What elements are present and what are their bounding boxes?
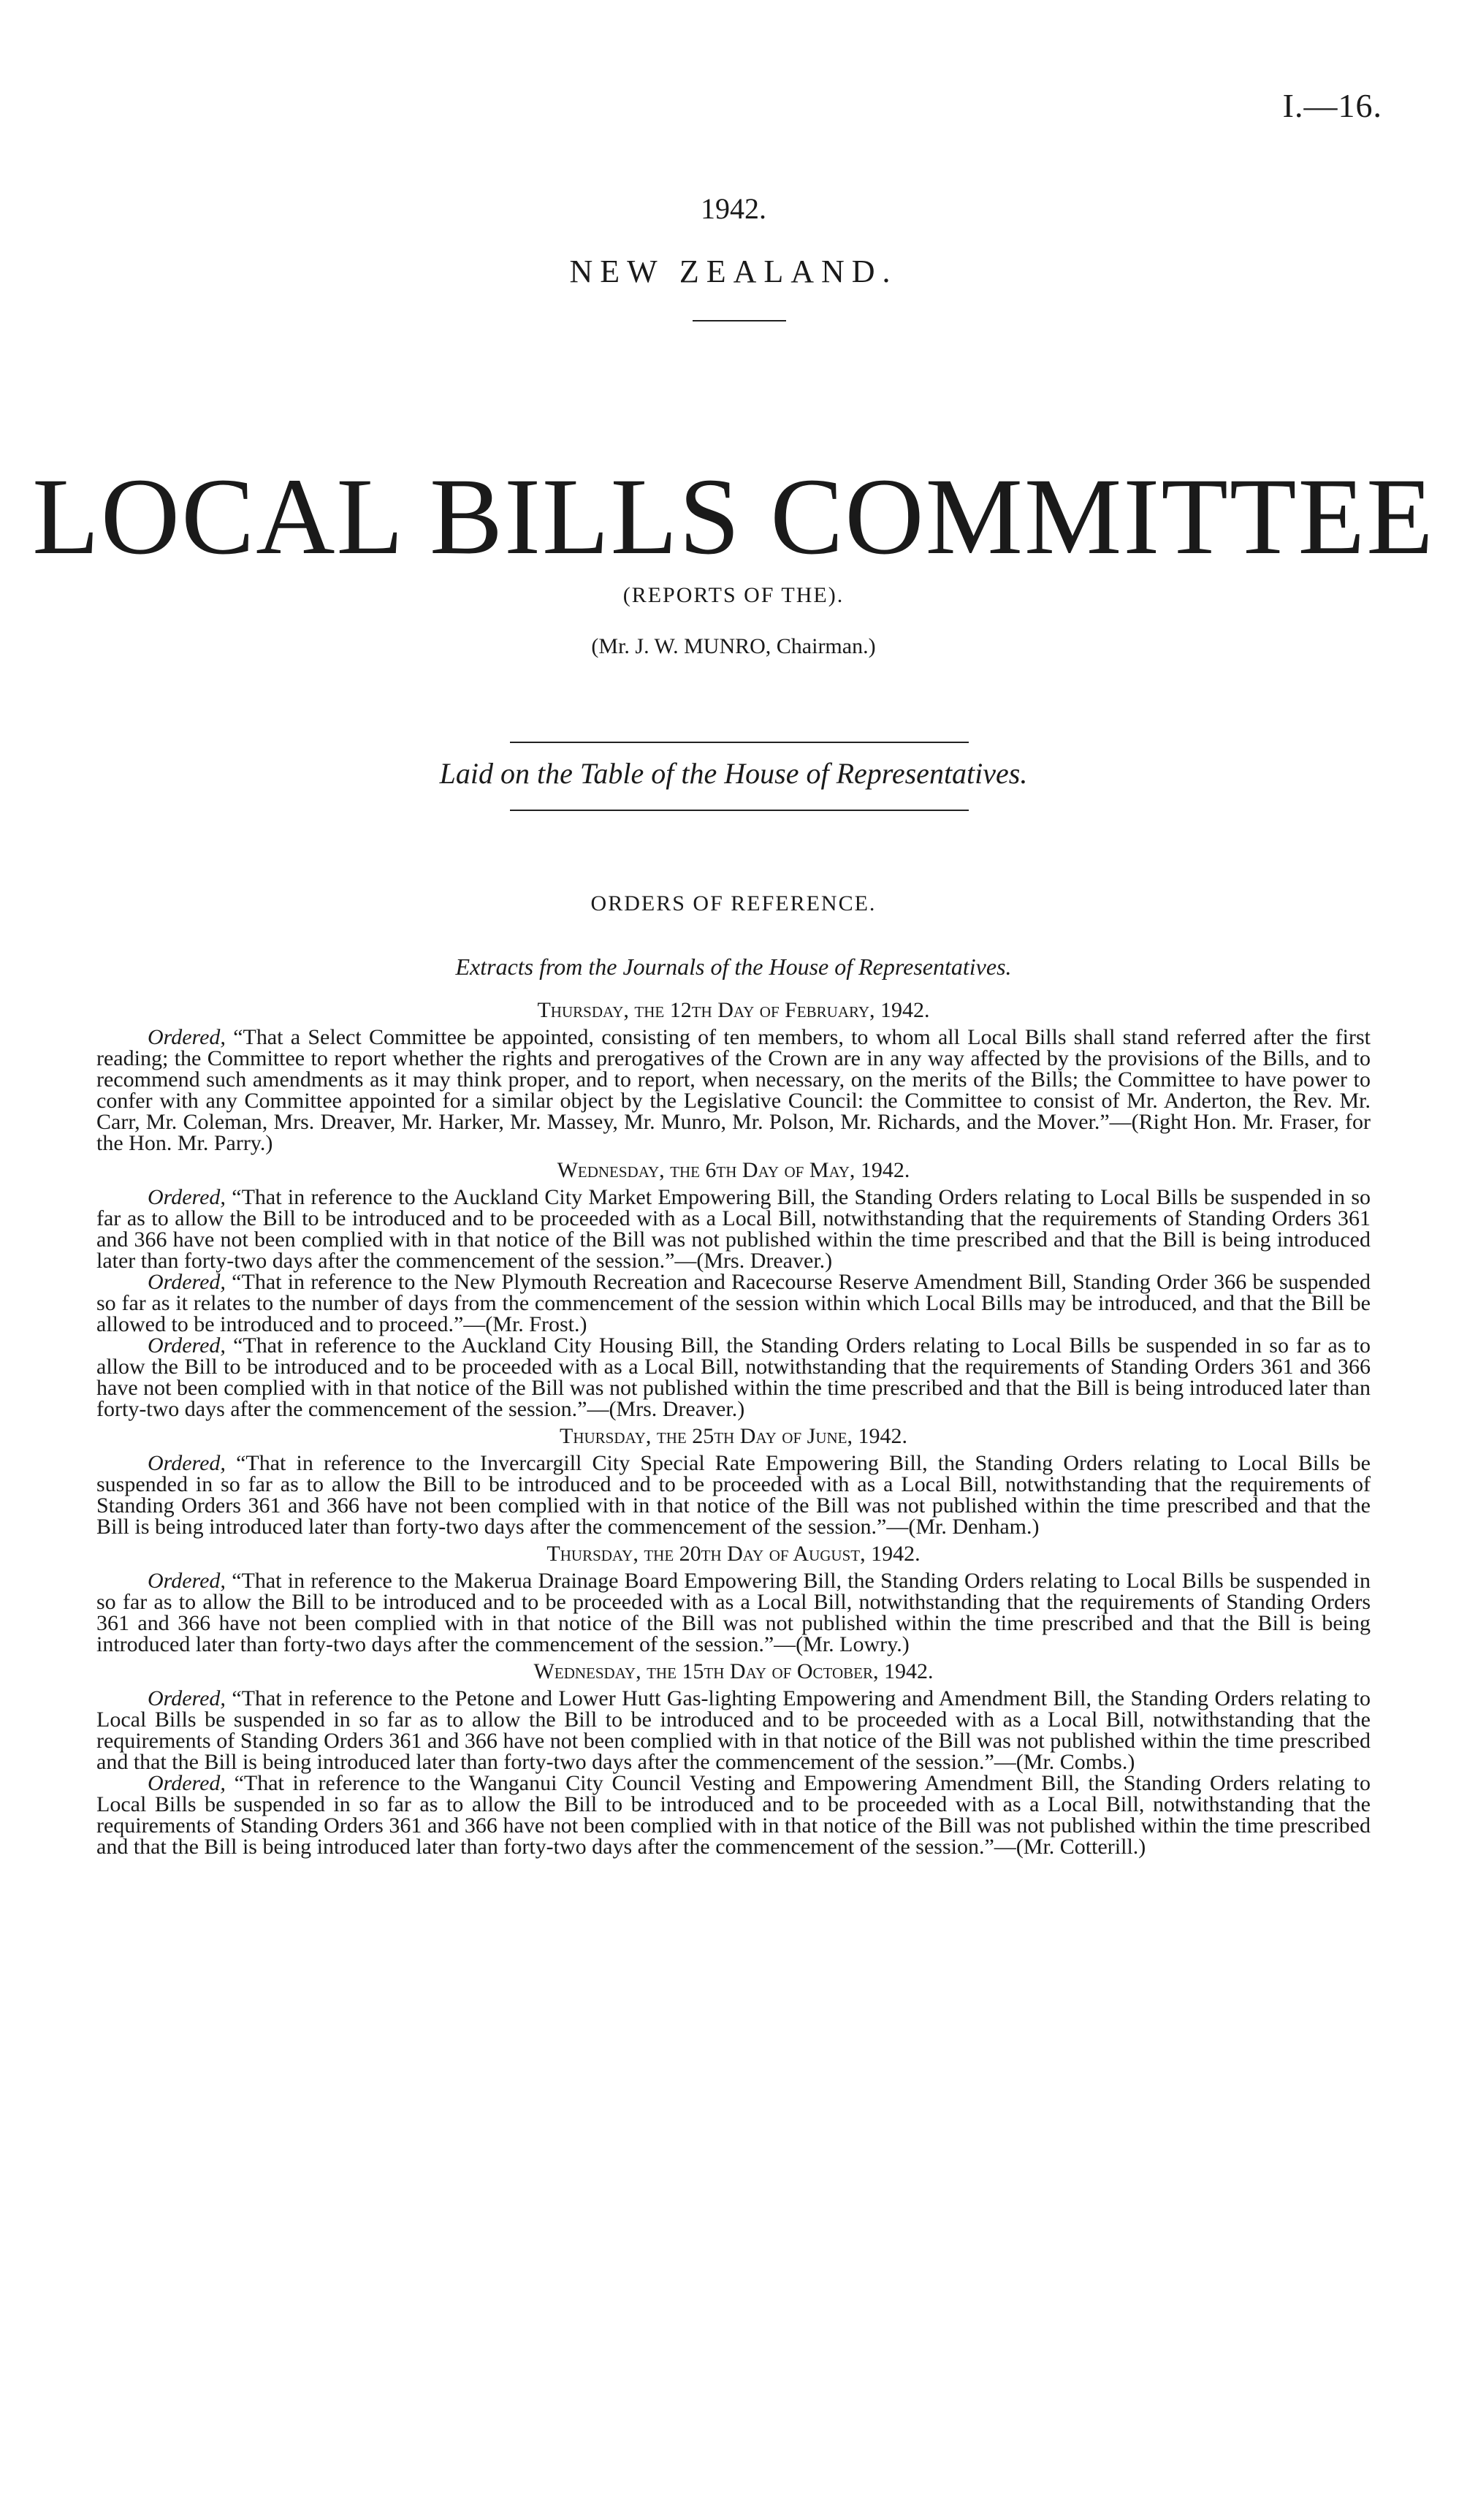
order-paragraph — [96, 1271, 1371, 1335]
order-lead: Ordered, — [148, 1270, 226, 1294]
page-title: LOCAL BILLS COMMITTEE — [32, 456, 1435, 577]
laid-on-table-line: Laid on the Table of the House of Representatives. — [439, 757, 1028, 790]
order-lead: Ordered, — [148, 1771, 226, 1795]
order-text: “That in reference to the Auckland City Market Empowering Bill, the Standing Orders relating to Local Bills be suspended in so far as to allow the Bill to be introduced and to be proceeded with as a Local Bill, notwithstanding that the requirements of Standing Orders 361 and 366 have not been complied with in that notice of the Bill was not published within the time prescribed and that the Bill is being introduced later than forty-two days after the commencement of the session.”—(Mrs. Dreaver.) — [96, 1185, 1371, 1273]
section-feb-12 — [0, 1000, 1467, 1154]
order-text: “That in reference to the Auckland City Housing Bill, the Standing Orders relating to Local Bills be suspended in so far as to allow the Bill to be introduced and to be proceeded with as a Local Bill, notwithstanding that the requirements of Standing Orders 361 and 366 have not been complied with in that notice of the Bill was not published within the time prescribed and that the Bill is being introduced later than forty-two days after the commencement of the session.”—(Mrs. Dreaver.) — [96, 1333, 1371, 1421]
divider-top — [510, 742, 969, 743]
order-paragraph — [96, 1187, 1371, 1271]
country-heading: NEW ZEALAND. — [569, 254, 898, 289]
orders-body — [0, 994, 1467, 1857]
order-lead: Ordered, — [148, 1333, 226, 1358]
order-text: “That in reference to the Petone and Lower Hutt Gas-lighting Empowering and Amendment Bill, the Standing Orders relating to Local Bills be suspended in so far as to allow the Bill to be introduced and to be proceeded with as a Local Bill, notwithstanding that the requirements of Standing Orders 361 and 366 have not been complied with in that notice of the Bill was not published within the time prescribed and that the Bill is being introduced later than forty-two days after the commencement of the session.”—(Mr. Combs.) — [96, 1686, 1371, 1774]
order-lead: Ordered, — [148, 1025, 226, 1049]
order-lead: Ordered, — [148, 1569, 226, 1593]
order-text: “That a Select Committee be appointed, consisting of ten members, to whom all Local Bills shall stand referred after the first reading; the Committee to report whether the rights and prerogatives of the Crown are in any way affected by the provisions of the Bills, and to recommend such amendments as it may think proper, and to report, when necessary, on the merits of the Bills; the Committee to have power to confer with any Committee appointed for a similar object by the Legislative Council: the Committee to consist of Mr. Anderton, the Rev. Mr. Carr, Mr. Coleman, Mrs. Dreaver, Mr. Harker, Mr. Massey, Mr. Munro, Mr. Polson, Mr. Richards, and the Mover.”—(Right Hon. Mr. Fraser, for the Hon. Mr. Parry.) — [96, 1025, 1371, 1155]
section-may-6 — [0, 1160, 1467, 1420]
extracts-heading: Extracts from the Journals of the House of Representatives. — [455, 953, 1012, 980]
order-text: “That in reference to the Wanganui City Council Vesting and Empowering Amendment Bill, the Standing Orders relating to Local Bills be suspended in so far as to allow the Bill to be introduced and to be proceeded with as a Local Bill, notwithstanding that the requirements of Standing Orders 361 and 366 have not been complied with in that notice of the Bill was not published within the time prescribed and that the Bill is being introduced later than forty-two days after the commencement of the session.”—(Mr. Cotterill.) — [96, 1771, 1371, 1859]
document-year: 1942. — [701, 192, 766, 225]
order-paragraph — [96, 1773, 1371, 1857]
section-date: Thursday, the 25th Day of June, 1942. — [560, 1424, 907, 1448]
order-text: “That in reference to the Makerua Drainage Board Empowering Bill, the Standing Orders relating to Local Bills be suspended in so far as to allow the Bill to be introduced and to be proceeded with as a Local Bill, notwithstanding that the requirements of Standing Orders 361 and 366 have not been complied with in that notice of the Bill was not published within the time prescribed and that the Bill is being introduced later than forty-two days after the commencement of the session.”—(Mr. Lowry.) — [96, 1569, 1371, 1656]
section-date: Wednesday, the 15th Day of October, 1942. — [533, 1659, 934, 1683]
section-date: Wednesday, the 6th Day of May, 1942. — [557, 1158, 910, 1182]
order-paragraph — [96, 1453, 1371, 1537]
order-paragraph — [96, 1335, 1371, 1420]
section-oct-15 — [0, 1661, 1467, 1857]
chairman-line: (Mr. J. W. MUNRO, Chairman.) — [591, 634, 876, 658]
section-date: Thursday, the 12th Day of February, 1942. — [537, 998, 930, 1022]
divider-bottom — [510, 810, 969, 811]
order-paragraph — [96, 1027, 1371, 1154]
page-subtitle: (REPORTS OF THE). — [622, 583, 845, 607]
section-jun-25 — [0, 1425, 1467, 1537]
section-aug-20 — [0, 1543, 1467, 1655]
order-text: “That in reference to the New Plymouth Recreation and Racecourse Reserve Amendment Bill, Standing Order 366 be suspended so far as it relates to the number of days from the commencement of the session within which Local Bills may be introduced, and that the Bill be allowed to be introduced and to proceed.”—(Mr. Frost.) — [96, 1270, 1371, 1336]
section-date: Thursday, the 20th Day of August, 1942. — [546, 1542, 921, 1566]
page-reference: I.—16. — [1282, 87, 1382, 124]
order-paragraph — [96, 1688, 1371, 1773]
orders-of-reference-heading: ORDERS OF REFERENCE. — [590, 891, 877, 916]
order-paragraph — [96, 1570, 1371, 1655]
divider-short — [693, 320, 786, 321]
order-lead: Ordered, — [148, 1185, 226, 1209]
order-text: “That in reference to the Invercargill City Special Rate Empowering Bill, the Standing Orders relating to Local Bills be suspended in so far as to allow the Bill to be introduced and to be proceeded with as a Local Bill, notwithstanding that the requirements of Standing Orders 361 and 366 have not been complied with in that notice of the Bill was not published within the time prescribed and that the Bill is being introduced later than forty-two days after the commencement of the session.”—(Mr. Denham.) — [96, 1451, 1371, 1539]
order-lead: Ordered, — [148, 1686, 226, 1710]
order-lead: Ordered, — [148, 1451, 226, 1475]
